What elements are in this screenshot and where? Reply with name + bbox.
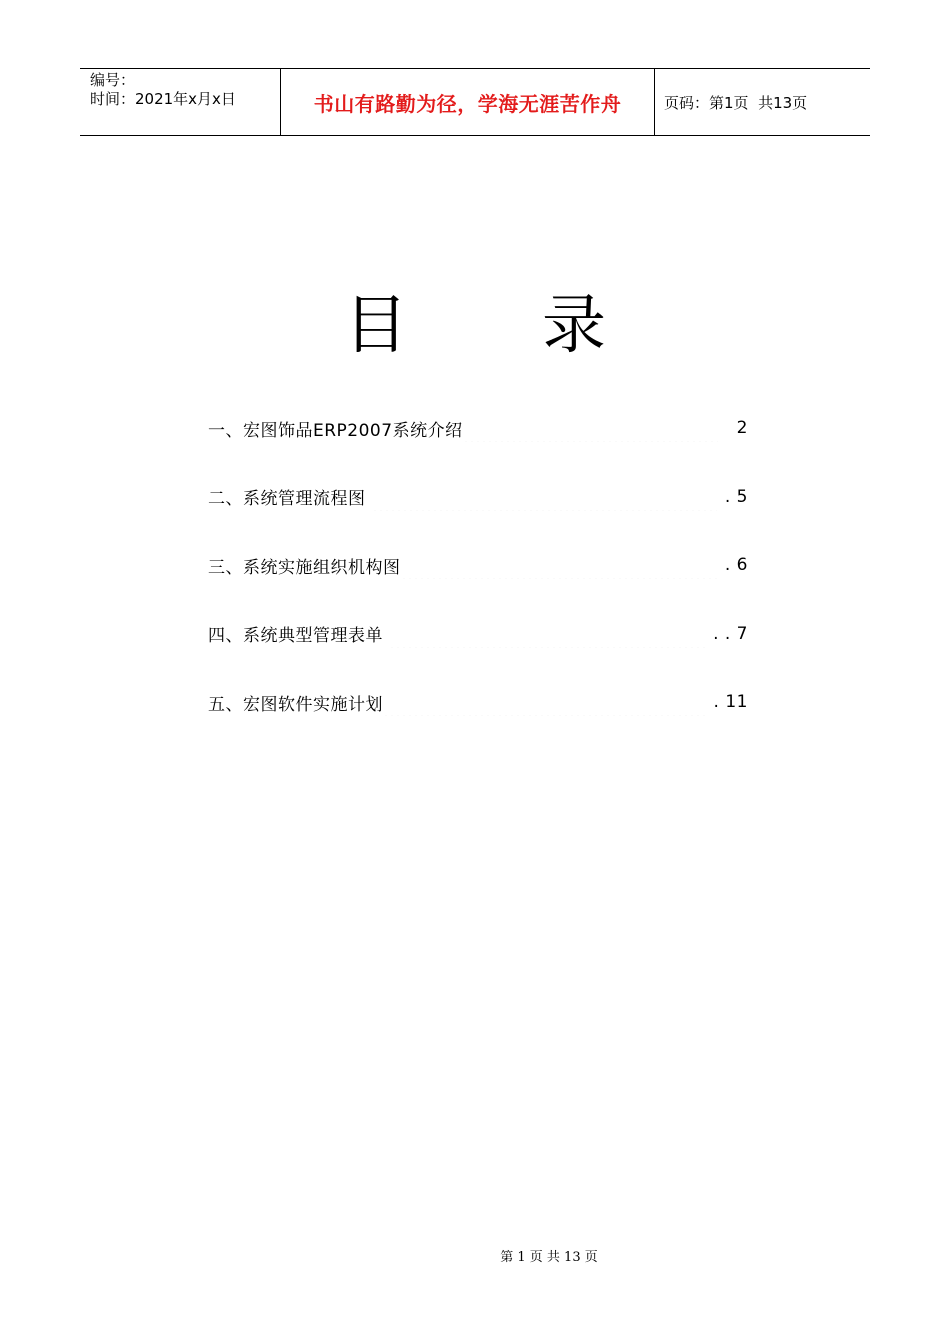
page-title <box>0 286 950 366</box>
toc-entry[interactable] <box>208 551 748 579</box>
page-title-char-1: 目 <box>344 289 408 363</box>
document-header <box>80 68 870 136</box>
toc-entry[interactable] <box>208 620 748 648</box>
toc-entry[interactable] <box>208 414 748 442</box>
toc-entry-page: . . 7 <box>713 623 748 644</box>
toc-entry-label: 五、宏图软件实施计划 <box>208 694 383 715</box>
toc-leader-dots <box>463 414 718 442</box>
toc-entry-page: . 6 <box>724 555 748 575</box>
toc-entry[interactable] <box>208 688 748 716</box>
toc-entry-label: 一、宏图饰品ERP2007系统介绍 <box>208 420 463 441</box>
header-meta <box>80 69 281 135</box>
toc-leader-dots <box>372 483 717 511</box>
toc-leader-dots <box>389 620 705 648</box>
toc-leader-dots <box>383 688 706 716</box>
page-title-char-2: 录 <box>542 289 606 363</box>
toc-entry[interactable] <box>208 483 748 511</box>
table-of-contents <box>208 414 748 757</box>
document-number-label: 编号： <box>90 71 136 89</box>
toc-entry-label: 二、系统管理流程图 <box>208 489 366 509</box>
toc-entry-page: . 11 <box>713 692 748 712</box>
toc-entry-label: 四、系统典型管理表单 <box>208 626 383 646</box>
footer-page-number: 第 1 页 共 13 页 <box>500 1250 598 1265</box>
header-motto-cell <box>281 69 655 135</box>
header-motto: 书山有路勤为径，学海无涯苦作舟 <box>313 91 622 116</box>
toc-entry-page: 2 <box>736 418 748 438</box>
toc-leader-dots <box>401 551 717 579</box>
toc-entry-label: 三、系统实施组织机构图 <box>208 557 401 578</box>
toc-entry-page: . 5 <box>724 486 748 507</box>
header-page-info: 页码：第1页 共13页 <box>664 93 808 112</box>
document-time-label: 时间：2021年x月x日 <box>90 90 236 108</box>
page-footer <box>0 1246 950 1265</box>
